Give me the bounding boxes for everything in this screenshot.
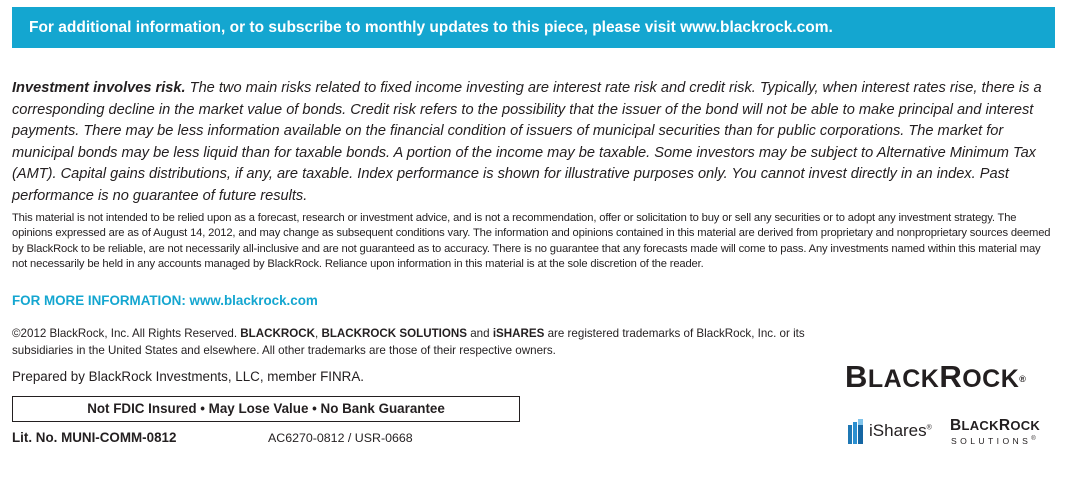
fdic-notice-text: Not FDIC Insured • May Lose Value • No Bank Guarantee	[87, 401, 445, 416]
ac-code: AC6270-0812 / USR-0668	[268, 431, 413, 445]
blackrock-logo-r: R	[939, 359, 963, 394]
risk-lead: Investment involves risk.	[12, 80, 186, 96]
brs-logo-top	[950, 417, 1040, 434]
blackrock-logo-ock: OCK	[962, 365, 1020, 393]
blackrock-logo-b: B	[845, 359, 868, 394]
blackrock-logo	[845, 360, 1026, 396]
copyright-sep1: ,	[315, 327, 322, 340]
trademark-ishares: iSHARES	[492, 327, 545, 340]
ishares-name: iShares	[869, 421, 927, 440]
risk-disclosure	[12, 78, 1058, 207]
brs-logo-ock: OCK	[1010, 418, 1041, 433]
brs-logo-b: B	[950, 417, 962, 434]
ishares-logo-text	[869, 421, 932, 441]
disclaimer-text: This material is not intended to be relied upon as a forecast, research or investment advice, and is not a recommendation, offer or solicitation to buy or sell any securities or to adopt any investment strategy. The opinions expressed are as of August 14, 2012, and may change as subsequent conditions vary. The information and opinions contained in this material are derived from proprietary and nonproprietary sources deemed by BlackRock to be reliable, are not necessarily all-inclusive and are not guaranteed as to accuracy. There is no guarantee that any forecasts made will come to pass. Any investments named within this material may not necessarily be held in any accounts managed by BlackRock. Reliance upon information in this material is at the sole discretion of the reader.	[12, 212, 1051, 271]
blackrock-logo-lack: LACK	[867, 365, 940, 393]
copyright-sep2: and	[467, 327, 493, 340]
brs-registered-mark: ®	[1031, 436, 1040, 442]
copyright-part2: are registered trademarks of BlackRock, Inc. or its subsidiaries in the United States and elsewhere. All other trademarks are those of their respective owners.	[12, 327, 805, 357]
info-banner	[12, 7, 1055, 48]
risk-body: The two main risks related to fixed income investing are interest rate risk and credit risk. Typically, when interest rates rise, there is a corresponding decline in the market value of bonds. Credit risk refers to the possibility that the issuer of the bond will not be able to make principal and interest payments. There may be less information available on the financial condition of issuers of municipal securities than for public corporations. The market for municipal bonds may be less liquid than for taxable bonds. A portion of the income may be taxable. Some investors may be subject to Alternative Minimum Tax (AMT). Capital gains distributions, if any, are taxable. Index performance is shown for illustrative purposes only. You cannot invest directly in an index. Past performance is no guarantee of future results.	[12, 80, 1042, 204]
brs-logo-lack: LACK	[961, 418, 999, 433]
ishares-cube-icon	[848, 419, 864, 444]
brs-logo-bottom	[950, 434, 1040, 447]
registered-mark: ®	[1019, 374, 1027, 384]
brs-logo-r: R	[998, 417, 1011, 434]
trademark-blackrock-solutions: BLACKROCK SOLUTIONS	[321, 327, 468, 340]
lit-number: Lit. No. MUNI-COMM-0812	[12, 430, 177, 445]
trademark-blackrock: BLACKROCK	[240, 327, 315, 340]
prepared-by: Prepared by BlackRock Investments, LLC, member FINRA.	[12, 369, 365, 384]
copyright-notice	[12, 325, 832, 359]
info-banner-text: For additional information, or to subscribe to monthly updates to this piece, please visit www.blackrock.com.	[29, 19, 833, 36]
fdic-notice	[12, 396, 520, 422]
ishares-registered-mark: ®	[926, 424, 932, 432]
ishares-logo	[848, 417, 943, 445]
blackrock-solutions-logo	[950, 417, 1040, 447]
brs-logo-solutions: SOLUTIONS	[951, 435, 1032, 446]
more-info-link[interactable]: FOR MORE INFORMATION: www.blackrock.com	[12, 293, 318, 308]
copyright-part1: ©2012 BlackRock, Inc. All Rights Reserved.	[12, 327, 241, 340]
